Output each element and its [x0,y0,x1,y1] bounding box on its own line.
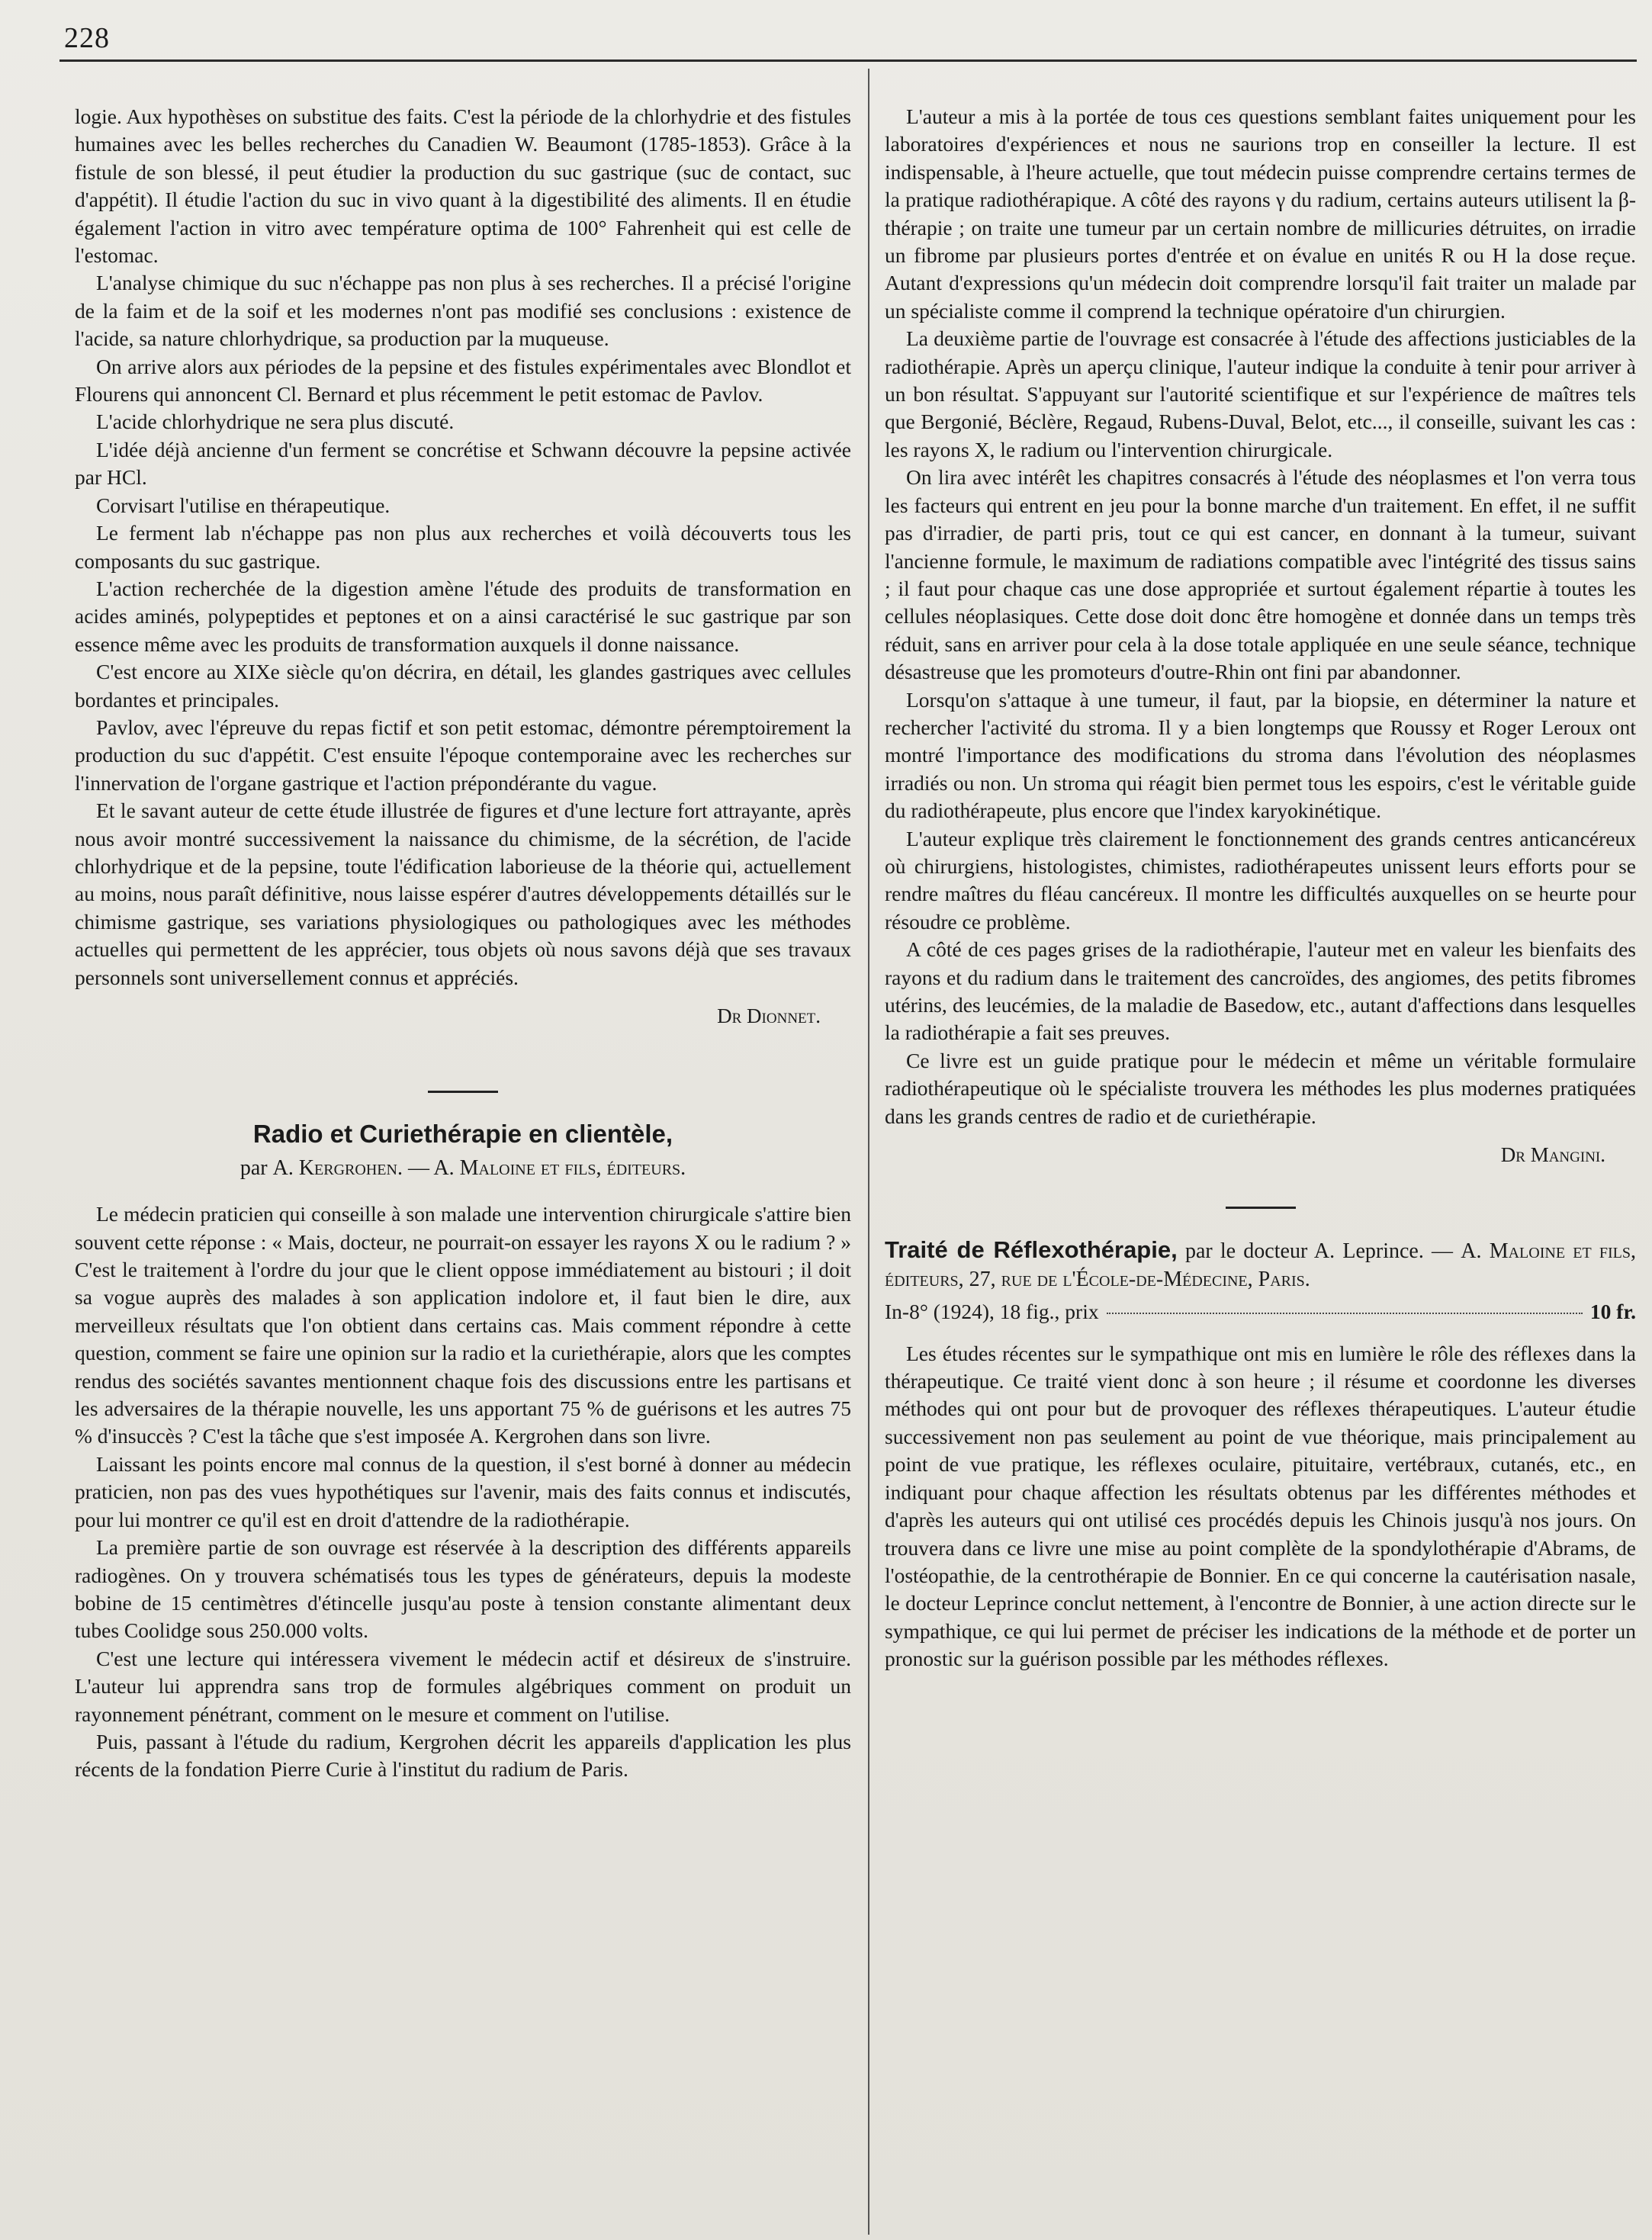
byline-prefix: par [239,1155,268,1180]
paragraph: L'auteur a mis à la portée de tous ces questions semblant faites uniquement pour les laboratoires d'expériences et nous ne saurions trop en conseiller la lecture. Il est indispensable, à l'heure actuelle, que tout médecin puisse comprendre certains termes de la pratique radiothérapique. A côté des rayons γ du radium, certains auteurs utilisent la β-thérapie ; on traite une tumeur par un certain nombre de millicuries détruites, on irradie un fibrome par plusieurs portes d'entrée et on évalue en unités R ou H la dose reçue. Autant d'expressions qu'un médecin doit comprendre lorsqu'il fait traiter un malade par un spécialiste comme il comprend la technique opératoire d'un chirurgien. [885,104,1636,323]
paragraph: Et le savant auteur de cette étude illustrée de figures et d'une lecture fort attrayante, après nous avoir montré successivement la naissance du chimisme, de la sécrétion, de l'acide chlorhydrique et de la pepsine, toute l'édification laborieuse de la théorie qui, actuellement au moins, nous paraît définitive, nous laisse espérer d'autres développements détaillés sur le chimisme gastrique, ses variations physiologiques ou pathologiques avec les méthodes actuelles qui permettent de les apprécier, tous objets où nous savons déjà que ses travaux personnels sont universellement connus et appréciés. [75,799,851,989]
book-format: In-8° (1924), 18 fig., prix [885,1300,1099,1324]
left-column [75,103,851,1784]
reviewer-signature: Dr Mangini. [1500,1143,1605,1167]
review-publisher: — A. Maloine et fils, éditeurs. [407,1155,686,1180]
paragraph: La première partie de son ouvrage est réservée à la description des différents appareils radiogènes. On y trouvera schématisés tous les types de générateurs, depuis la modeste bobine de 15 centimètres d'étincelle jusqu'au poste à tension constante alimentant deux tubes Coolidge sous 250.000 volts. [75,1535,851,1643]
paragraph: logie. Aux hypothèses on substitue des faits. C'est la période de la chlorhydrie et des fistules humaines avec les belles recherches du Canadien W. Beaumont (1785-1853). Grâce à la fistule de son blessé, il peut étudier la production du suc gastrique (suc de contact, suc d'appétit). Il étudie l'action du suc in vivo quant à la digestibilité des aliments. Il en étudie également l'action in vitro avec température optima de 100° Fahrenheit qui est celle de l'estomac. [75,104,851,268]
column-divider [868,69,869,2235]
reviewer-signature: Dr Dionnet. [717,1004,821,1027]
paragraph: Le médecin praticien qui conseille à son malade une intervention chirurgicale s'attire bien souvent cette réponse : « Mais, docteur, ne pourrait-on essayer les rayons X ou le radium ? » C'est le traitement à l'ordre du jour que le client oppose immédiatement au bistouri ; il doit sa vogue auprès des malades à son application indolore et, il faut bien le dire, aux merveilleux résultats que l'on obtient dans certains cas. Mais comment répondre à cette question, comment se faire une opinion sur la radio et la curiethérapie, alors que les comptes rendus des sociétés savantes mentionnent chaque fois des discussions entre les partisans et les adversaires de la thérapie nouvelle, les uns apportant 75 % de guérisons et les autres 75 % d'insuccès ? C'est la tâche que s'est imposée A. Kergrohen dans son livre. [75,1202,851,1448]
paragraph: On arrive alors aux périodes de la pepsine et des fistules expérimentales avec Blondlot et Flourens qui annoncent Cl. Bernard et plus récemment le petit estomac de Pavlov. [75,354,851,407]
format-price-line [885,1298,1636,1326]
review-heading [885,1236,1636,1294]
paragraph: A côté de ces pages grises de la radiothérapie, l'auteur met en valeur les bienfaits des rayons et du radium dans le traitement des cancroïdes, des angiomes, des petits fibromes utérins, des leucémies, de la maladie de Basedow, etc., autant d'affections dans lesquelles la radiothérapie a fait ses preuves. [885,937,1636,1045]
paragraph: Corvisart l'utilise en thérapeutique. [96,493,391,517]
review-publisher: A. Maloine et fils, éditeurs, 27, rue de l'École-de-Médecine, Paris. [885,1239,1636,1291]
paragraph: L'acide chlorhydrique ne sera plus discuté. [96,410,455,434]
paragraph: C'est une lecture qui intéressera vivement le médecin actif et désireux de s'instruire. L'auteur lui apprendra sans trop de formules algébriques comment on produit un rayonnement pénétrant, comment on le mesure et comment on l'utilise. [75,1646,851,1726]
paragraph: L'idée déjà ancienne d'un ferment se concrétise et Schwann découvre la pepsine activée par HCl. [75,437,851,490]
review-title: Radio et Curiethérapie en clientèle, [252,1120,673,1149]
review-author: A. Kergrohen. [272,1155,403,1180]
paragraph: La deuxième partie de l'ouvrage est consacrée à l'étude des affections justiciables de la radiothérapie. Après un aperçu clinique, l'auteur indique la conduite à tenir pour arriver à un bon résultat. S'appuyant sur l'autorité scientifique et sur l'expérience de maîtres tels que Bergonié, Béclère, Regaud, Rubens-Duval, Belot, etc..., il conseille, suivant les cas : les rayons X, le radium ou l'intervention chirurgicale. [885,326,1636,461]
paragraph: Lorsqu'on s'attaque à une tumeur, il faut, par la biopsie, en déterminer la nature et rechercher l'activité du stroma. Il y a bien longtemps que Roussy et Roger Leroux ont montré l'importance des modifications du stroma dans l'évolution des néoplasmes irradiés ou non. Un stroma qui réagit bien permet tous les espoirs, c'est le véritable guide du radiothérapeute, plus encore que l'index karyokinétique. [885,687,1636,823]
section-separator [1226,1207,1296,1209]
paragraph: L'analyse chimique du suc n'échappe pas non plus à ses recherches. Il a précisé l'origine de la faim et de la soif et les modernes n'ont pas modifié ses conclusions : existence de l'acide, sa nature chlorhydrique, sa production par la muqueuse. [75,271,851,351]
book-price: 10 fr. [1589,1300,1636,1324]
paragraph: C'est encore au XIXe siècle qu'on décrira, en détail, les glandes gastriques avec cellules bordantes et principales. [75,660,851,712]
paragraph: Le ferment lab n'échappe pas non plus aux recherches et voilà découverts tous les composants du suc gastrique. [75,521,851,573]
section-separator [428,1091,498,1093]
paragraph: Pavlov, avec l'épreuve du repas fictif et son petit estomac, démontre péremptoirement la production du suc d'appétit. C'est ensuite l'époque contemporaine avec les recherches sur l'innervation de l'organe gastrique et l'action prépondérante du vague. [75,715,851,795]
header-rule [59,59,1637,62]
paragraph: Laissant les points encore mal connus de la question, il s'est borné à donner au médecin praticien, non pas des vues hypothétiques sur l'avenir, mais des faits connus et indiscutés, pour lui montrer ce qu'il est en droit d'attendre de la radiothérapie. [75,1451,851,1531]
dot-leader [1107,1313,1583,1314]
review-title: Traité de Réflexothérapie, [885,1236,1178,1264]
paragraph: Ce livre est un guide pratique pour le médecin et même un véritable formulaire radiothérapeutique où le spécialiste trouvera les méthodes les plus modernes pratiquées dans les grands centres de radio et de curiethérapie. [885,1048,1636,1128]
right-column [885,103,1636,1673]
page-number: 228 [64,22,110,54]
review-byline [75,1155,851,1182]
paragraph: Les études récentes sur le sympathique ont mis en lumière le rôle des réflexes dans la thérapeutique. Ce traité vient donc à son heure ; il résume et coordonne les diverses méthodes qui ont pour but de provoquer des réflexes thérapeutiques. L'auteur étudie successivement non pas seulement au point de vue théorique, mais principalement au point de vue pratique, les réflexes oculaire, pituitaire, vertébraux, cutanés, etc., en indiquant pour chaque affection les résultats obtenus par les différentes méthodes et d'après les auteurs qui ont utilisé ces procédés depuis les Chinois jusqu'à nos jours. On trouvera dans ce livre une mise au point complète de la spondylothérapie d'Abrams, de l'ostéopathie, de la centrothérapie de Bonnier. En ce qui concerne la cautérisation nasale, le docteur Leprince conclut nettement, à l'encontre de Bonnier, à une action directe sur le sympathique, ce qui lui permet de préciser les indications de la méthode et de porter un pronostic sur la guérison possible par les méthodes réflexes. [885,1341,1636,1671]
review-byline: par le docteur A. Leprince. — [1184,1239,1454,1264]
paragraph: L'action recherchée de la digestion amène l'étude des produits de transformation en acides aminés, polypeptides et peptones et on a ainsi caractérisé le suc gastrique par son essence même avec les produits de transformation auxquels il donne naissance. [75,576,851,656]
paragraph: Puis, passant à l'étude du radium, Kergrohen décrit les appareils d'application les plus récents de la fondation Pierre Curie à l'institut du radium de Paris. [75,1729,851,1782]
paragraph: On lira avec intérêt les chapitres consacrés à l'étude des néoplasmes et l'on verra tous les facteurs qui entrent en jeu pour la bonne marche d'un traitement. En effet, il ne suffit pas d'irradier, de parti pris, tout ce qui est cancer, en donnant à la tumeur, suivant l'ancienne formule, le maximum de radiations compatible avec l'intégrité des tissus sains ; il faut pour chaque cas une dose appropriée et surtout également répartie à toutes les cellules néoplasiques. Cette dose doit donc être homogène et donnée dans un temps très réduit, sans en arriver pour cela à la dose totale appliquée en une seule séance, technique désastreuse que les promoteurs d'outre-Rhin ont fini par abandonner. [885,465,1636,684]
paragraph: L'auteur explique très clairement le fonctionnement des grands centres anticancéreux où chirurgiens, histologistes, chimistes, radiothérapeutes unissent leurs efforts pour se rendre maîtres du fléau cancéreux. Il montre les difficultés auxquelles on se heurte pour résoudre ce problème. [885,826,1636,934]
